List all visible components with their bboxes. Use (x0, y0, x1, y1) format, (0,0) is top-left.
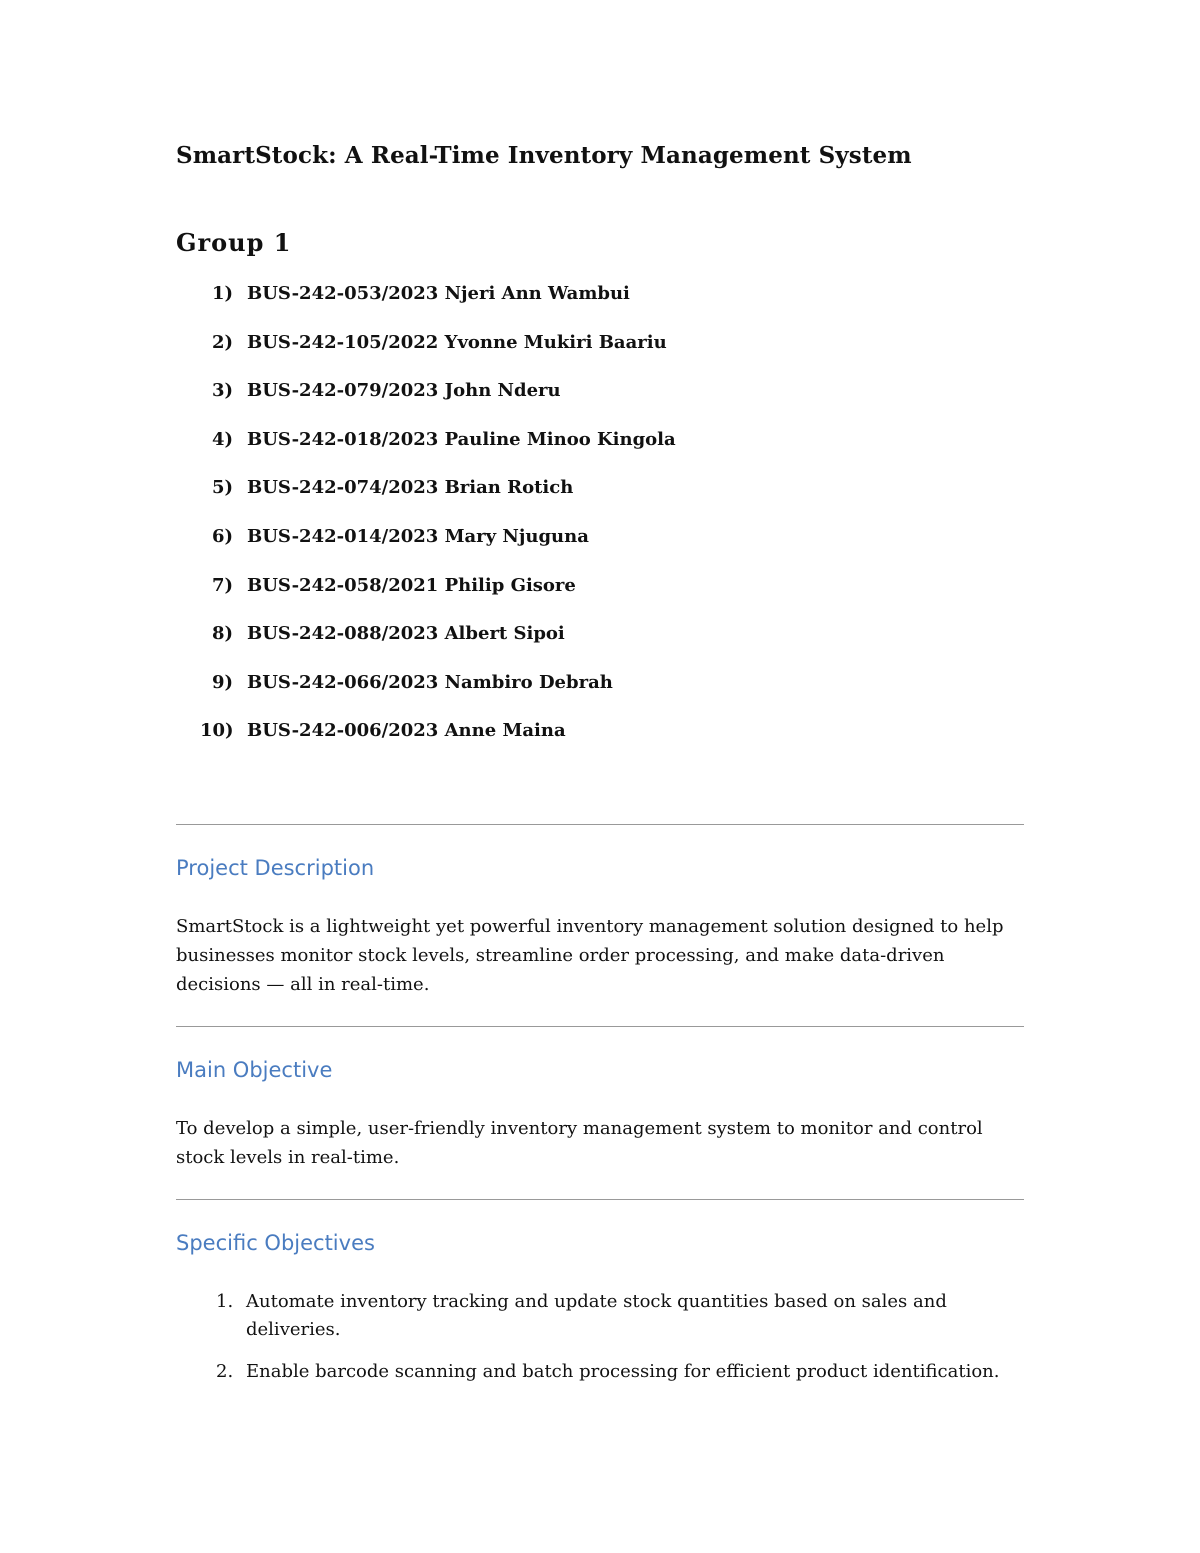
list-item: 8) BUS-242-088/2023 Albert Sipoi (212, 623, 565, 645)
divider (176, 824, 1024, 825)
list-item: 3) BUS-242-079/2023 John Nderu (212, 380, 561, 402)
list-item: 7) BUS-242-058/2021 Philip Gisore (212, 574, 576, 596)
divider (176, 1026, 1024, 1027)
list-item: 5) BUS-242-074/2023 Brian Rotich (212, 477, 574, 499)
specific-objectives-list (216, 1288, 1016, 1400)
section-heading-specific-objectives: Specific Objectives (176, 1231, 375, 1255)
list-item: 10) BUS-242-006/2023 Anne Maina (200, 720, 566, 742)
list-item: 1) BUS-242-053/2023 Njeri Ann Wambui (212, 283, 630, 304)
section-heading-main-objective: Main Objective (176, 1058, 333, 1082)
main-objective-text: To develop a simple, user-friendly inventory management system to monitor and control stock levels in real-time. (176, 1118, 983, 1168)
list-item: 2. Enable barcode scanning and batch processing for efficient product identification. (216, 1361, 1000, 1382)
document-title: SmartStock: A Real-Time Inventory Management System (176, 142, 912, 169)
divider (176, 1199, 1024, 1200)
list-item: 4) BUS-242-018/2023 Pauline Minoo Kingola (212, 428, 676, 450)
project-description-text: SmartStock is a lightweight yet powerful inventory management solution designed to help businesses monitor stock levels, streamline order processing, and make data-driven decisions — all in real-time. (176, 916, 1004, 995)
list-item: 2) BUS-242-105/2022 Yvonne Mukiri Baariu (212, 331, 667, 353)
list-item: 9) BUS-242-066/2023 Nambiro Debrah (212, 671, 613, 693)
member-list (200, 283, 676, 769)
list-item: 6) BUS-242-014/2023 Mary Njuguna (212, 525, 589, 547)
group-title: Group 1 (176, 228, 292, 257)
list-item: 1. Automate inventory tracking and update stock quantities based on sales and deliveries. (216, 1291, 947, 1340)
section-heading-project-description: Project Description (176, 856, 375, 880)
